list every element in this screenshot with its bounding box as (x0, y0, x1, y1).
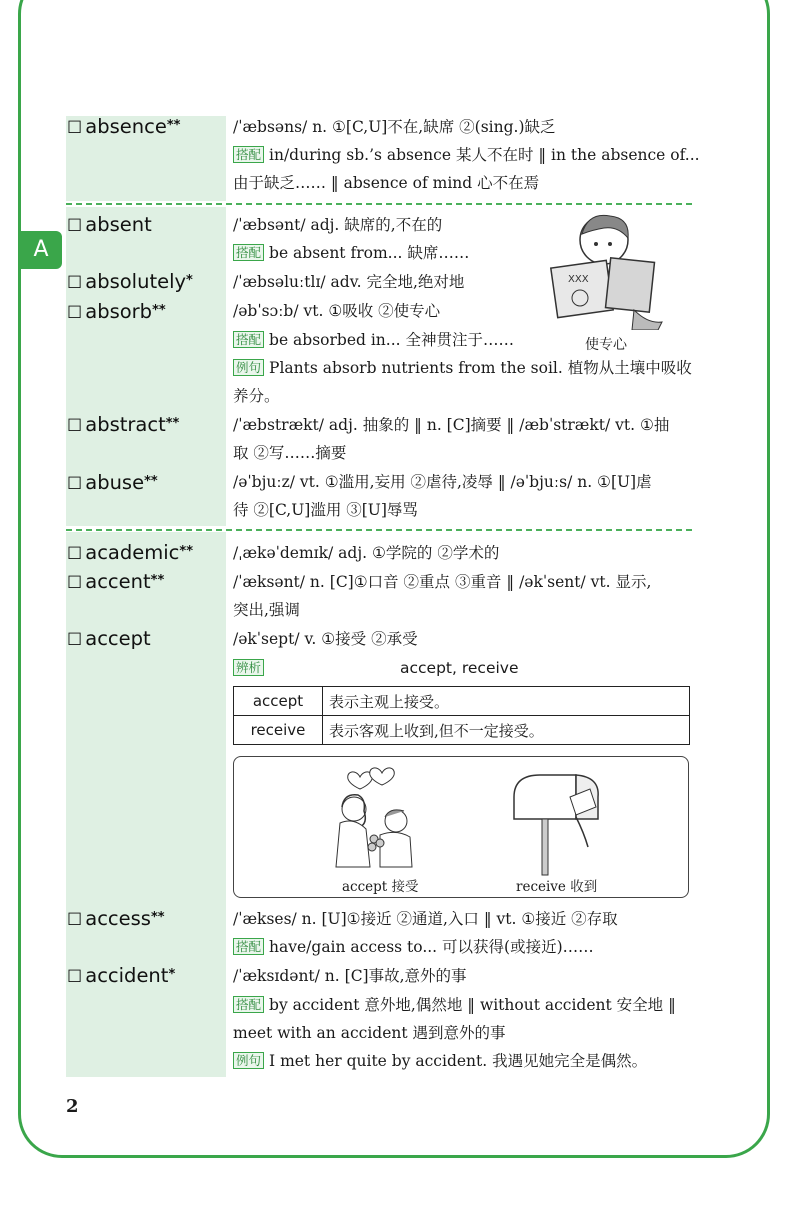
definition: /əkˈsept/ v. ①接受 ②承受 (233, 630, 418, 648)
analysis-tag-line: 辨析 (233, 657, 269, 679)
headword-absent[interactable]: ☐ absent (67, 213, 152, 236)
headword-accent[interactable]: ☐ accent** (67, 570, 165, 593)
table-cell-word: receive (234, 716, 323, 745)
definition: /ˈæbsənt/ adj. 缺席的,不在的 (233, 216, 443, 234)
table-row (234, 716, 690, 745)
table-cell-word: accept (234, 687, 323, 716)
example: 例句 Plants absorb nutrients from the soil. 植物从土壤中吸收 (233, 357, 692, 379)
collocation: 搭配 be absorbed in... 全神贯注于…… (233, 329, 514, 351)
headword-accident[interactable]: ☐ accident* (67, 964, 176, 987)
divider (66, 203, 692, 205)
collocation-cont: meet with an accident 遇到意外的事 (233, 1024, 506, 1042)
definition: /ˈæbsəns/ n. ①[C,U]不在,缺席 ②(sing.)缺乏 (233, 118, 556, 136)
headword-absorb[interactable]: ☐ absorb** (67, 300, 166, 323)
example-cont: 养分。 (233, 387, 280, 405)
definition: /əˈbjuːz/ vt. ①滥用,妄用 ②虐待,凌辱 ‖ /əˈbjuːs/ n. ①[U]虐 (233, 473, 652, 491)
collocation: 搭配 have/gain access to... 可以获得(或接近)…… (233, 936, 594, 958)
definition: /ˈæksənt/ n. [C]①口音 ②重点 ③重音 ‖ /əkˈsent/ vt. 显示, (233, 573, 652, 591)
definition: /ˈækses/ n. [U]①接近 ②通道,入口 ‖ vt. ①接近 ②存取 (233, 910, 618, 928)
definition: /ˌækəˈdemɪk/ adj. ①学院的 ②学术的 (233, 544, 500, 562)
analysis-title: accept, receive (400, 659, 519, 677)
collocation: 搭配 by accident 意外地,偶然地 ‖ without accident 安全地 ‖ (233, 994, 676, 1016)
comparison-table (233, 686, 690, 745)
headword-absolutely[interactable]: ☐ absolutely* (67, 270, 193, 293)
definition: /ˈæbstrækt/ adj. 抽象的 ‖ n. [C]摘要 ‖ /æbˈstrækt/ vt. ①抽 (233, 416, 670, 434)
definition-cont: 取 ②写……摘要 (233, 444, 347, 462)
example: 例句 I met her quite by accident. 我遇见她完全是偶然。 (233, 1050, 647, 1072)
table-row (234, 687, 690, 716)
caption-accept: accept 接受 (342, 879, 419, 895)
headword-absence[interactable]: ☐ absence** (67, 115, 181, 138)
mailbox-illustration (506, 767, 602, 877)
definition-cont: 突出,强调 (233, 601, 300, 619)
definition: /əbˈsɔːb/ vt. ①吸收 ②使专心 (233, 302, 441, 320)
definition: /ˈæbsəluːtlɪ/ adv. 完全地,绝对地 (233, 273, 465, 291)
page-number: 2 (66, 1096, 79, 1117)
couple-flowers-illustration (330, 763, 422, 873)
section-tab[interactable]: A (20, 231, 62, 269)
headword-access[interactable]: ☐ access** (67, 907, 165, 930)
headword-abuse[interactable]: ☐ abuse** (67, 471, 158, 494)
caption-receive: receive 收到 (516, 879, 598, 895)
divider (66, 529, 692, 531)
boy-reading-illustration (548, 212, 666, 330)
collocation-tag: 搭配 (233, 146, 264, 163)
collocation: 搭配 be absent from... 缺席…… (233, 242, 469, 264)
illustration-caption: 使专心 (585, 337, 627, 353)
headword-academic[interactable]: ☐ academic** (67, 541, 193, 564)
table-cell-meaning: 表示主观上接受。 (323, 687, 690, 716)
definition: /ˈæksɪdənt/ n. [C]事故,意外的事 (233, 967, 467, 985)
svg-text:XXX: XXX (568, 274, 589, 285)
table-cell-meaning: 表示客观上收到,但不一定接受。 (323, 716, 690, 745)
headword-column (66, 532, 226, 1077)
headword-accept[interactable]: ☐ accept (67, 627, 151, 650)
collocation: 搭配 in/during sb.’s absence 某人不在时 ‖ in the absence of... (233, 144, 700, 166)
illustration-box (233, 756, 689, 898)
headword-abstract[interactable]: ☐ abstract** (67, 413, 180, 436)
collocation-cont: 由于缺乏…… ‖ absence of mind 心不在焉 (233, 174, 540, 192)
definition-cont: 待 ②[C,U]滥用 ③[U]辱骂 (233, 501, 418, 519)
